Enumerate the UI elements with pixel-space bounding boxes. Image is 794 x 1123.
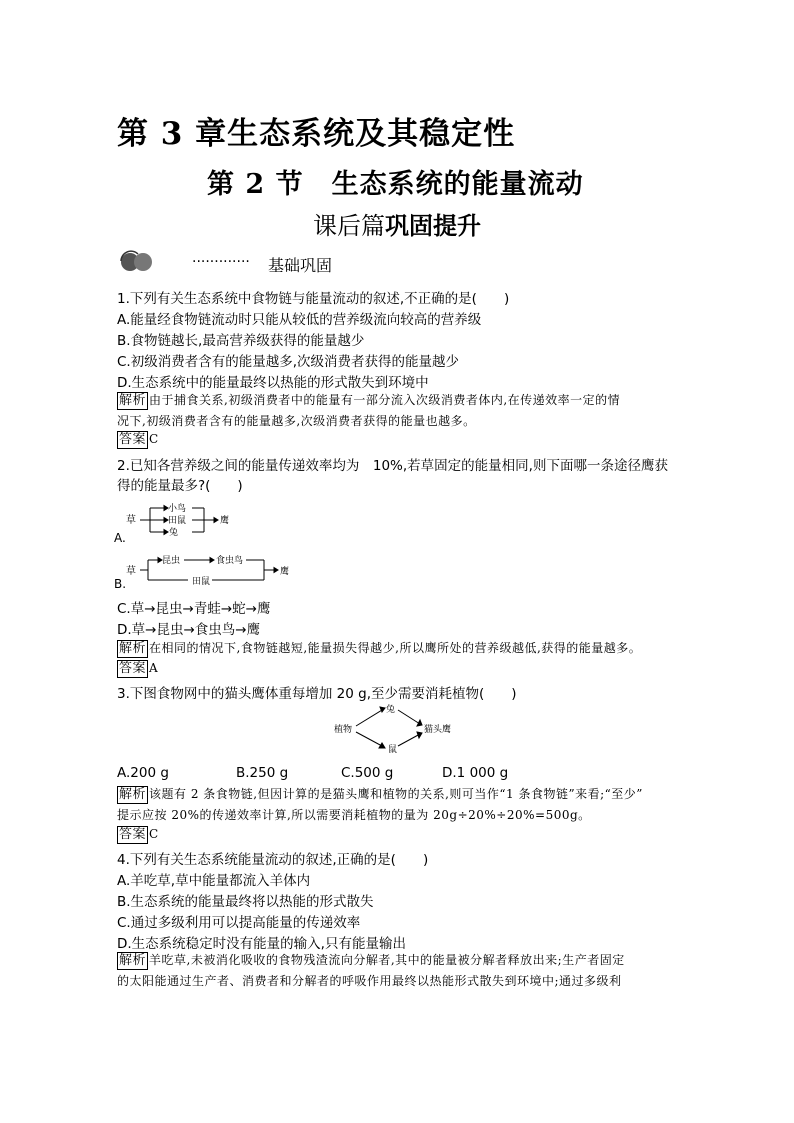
q3-option-b: B.250 g (236, 765, 289, 781)
q2-analysis (117, 639, 641, 658)
q1-answer-value: C (149, 432, 159, 446)
q2-stem-line1: 2.已知各营养级之间的能量传递效率均为 10%,若草固定的能量相同,则下面哪一条途径鹰获 (117, 458, 668, 474)
q1-stem: 1.下列有关生态系统中食物链与能量流动的叙述,不正确的是( ) (117, 291, 510, 307)
q2-diagram-a (114, 500, 254, 548)
answer-tag: 答案 (119, 432, 147, 447)
chapter-title: 第 3 章生态系统及其稳定性 (117, 116, 516, 152)
q4-stem: 4.下列有关生态系统能量流动的叙述,正确的是( ) (117, 852, 429, 868)
diagram-a-grass: 草 (126, 515, 136, 526)
answer-tag: 答案 (119, 661, 147, 676)
level-badge-icon (118, 250, 154, 272)
q1-analysis-line1: 由于捕食关系,初级消费者中的能量有一部分流入次级消费者体内,在传递效率一定的情 (149, 393, 621, 407)
q3-analysis-line1: 该题有 2 条食物链,但因计算的是猫头鹰和植物的关系,则可当作“1 条食物链”来看;“至少” (149, 787, 643, 801)
q4-option-d: D.生态系统稳定时没有能量的输入,只有能量输出 (117, 936, 406, 952)
q2-answer-value: A (149, 661, 159, 675)
subtitle (313, 206, 481, 241)
food-web-plant: 植物 (334, 725, 353, 735)
q2-option-c: C.草→昆虫→青蛙→蛇→鹰 (117, 601, 271, 617)
q3-option-d: D.1 000 g (442, 765, 509, 781)
q3-option-a: A.200 g (117, 765, 169, 781)
analysis-tag: 解析 (119, 641, 147, 656)
q3-answer (117, 826, 159, 844)
food-web-rabbit: 兔 (386, 705, 396, 715)
diagram-a-bird: 小鸟 (168, 504, 187, 514)
q3-food-web (334, 702, 464, 754)
diagram-a-vole: 田鼠 (168, 516, 187, 526)
q2-answer (117, 660, 158, 678)
q4-analysis-line2: 的太阳能通过生产者、消费者和分解者的呼吸作用最终以热能形式散失到环境中;通过多级利 (117, 974, 622, 988)
q1-answer (117, 431, 159, 449)
answer-tag: 答案 (119, 827, 147, 842)
section-title: 第 2 节 生态系统的能量流动 (207, 169, 584, 200)
q1-analysis (117, 391, 620, 410)
q1-option-d: D.生态系统中的能量最终以热能的形式散失到环境中 (117, 375, 429, 391)
q3-analysis-line2: 提示应按 20%的传递效率计算,所以需要消耗植物的量为 20g÷20%÷20%=500g。 (117, 808, 591, 822)
q4-option-c: C.通过多级利用可以提高能量的传递效率 (117, 915, 361, 931)
analysis-tag: 解析 (119, 393, 147, 408)
level-label: 基础巩固 (268, 256, 333, 275)
subtitle-plain: 课后篇 (313, 212, 385, 240)
food-web-mouse: 鼠 (388, 745, 398, 754)
diagram-b-letter: B. (114, 577, 127, 591)
q3-answer-value: C (149, 827, 159, 841)
diagram-a-eagle: 鹰 (220, 516, 230, 526)
diagram-a-letter: A. (114, 531, 126, 545)
diagram-b-grass: 草 (126, 566, 136, 577)
q1-analysis-line2: 况下,初级消费者含有的能量越多,次级消费者获得的能量也越多。 (117, 414, 476, 428)
q4-option-a: A.羊吃草,草中能量都流入羊体内 (117, 873, 311, 889)
q4-analysis (117, 951, 625, 970)
q2-option-d: D.草→昆虫→食虫鸟→鹰 (117, 622, 261, 638)
level-dots: ············· (192, 254, 250, 270)
food-web-owl: 猫头鹰 (424, 725, 452, 735)
analysis-tag: 解析 (119, 787, 147, 802)
diagram-b-bird: 食虫鸟 (216, 556, 244, 566)
diagram-a-rabbit: 兔 (169, 528, 179, 538)
q2-analysis-line1: 在相同的情况下,食物链越短,能量损失得越少,所以鹰所处的营养级越低,获得的能量越多。 (149, 641, 642, 655)
q3-analysis (117, 785, 643, 804)
q1-option-b: B.食物链越长,最高营养级获得的能量越少 (117, 333, 365, 349)
q1-option-c: C.初级消费者含有的能量越多,次级消费者获得的能量越少 (117, 354, 460, 370)
diagram-b-insect: 昆虫 (162, 556, 181, 566)
q4-analysis-line1: 羊吃草,未被消化吸收的食物残渣流向分解者,其中的能量被分解者释放出来;生产者固定 (149, 953, 625, 967)
q2-diagram-b (114, 552, 304, 592)
diagram-b-vole: 田鼠 (192, 577, 211, 587)
analysis-tag: 解析 (119, 953, 147, 968)
q3-option-c: C.500 g (341, 765, 394, 781)
q4-option-b: B.生态系统的能量最终将以热能的形式散失 (117, 894, 374, 910)
q2-stem-line2: 得的能量最多?( ) (117, 478, 243, 494)
subtitle-bold: 巩固提升 (385, 212, 481, 240)
diagram-b-eagle: 鹰 (280, 567, 290, 577)
q1-option-a: A.能量经食物链流动时只能从较低的营养级流向较高的营养级 (117, 312, 482, 328)
q3-stem: 3.下图食物网中的猫头鹰体重每增加 20 g,至少需要消耗植物( ) (117, 686, 517, 702)
